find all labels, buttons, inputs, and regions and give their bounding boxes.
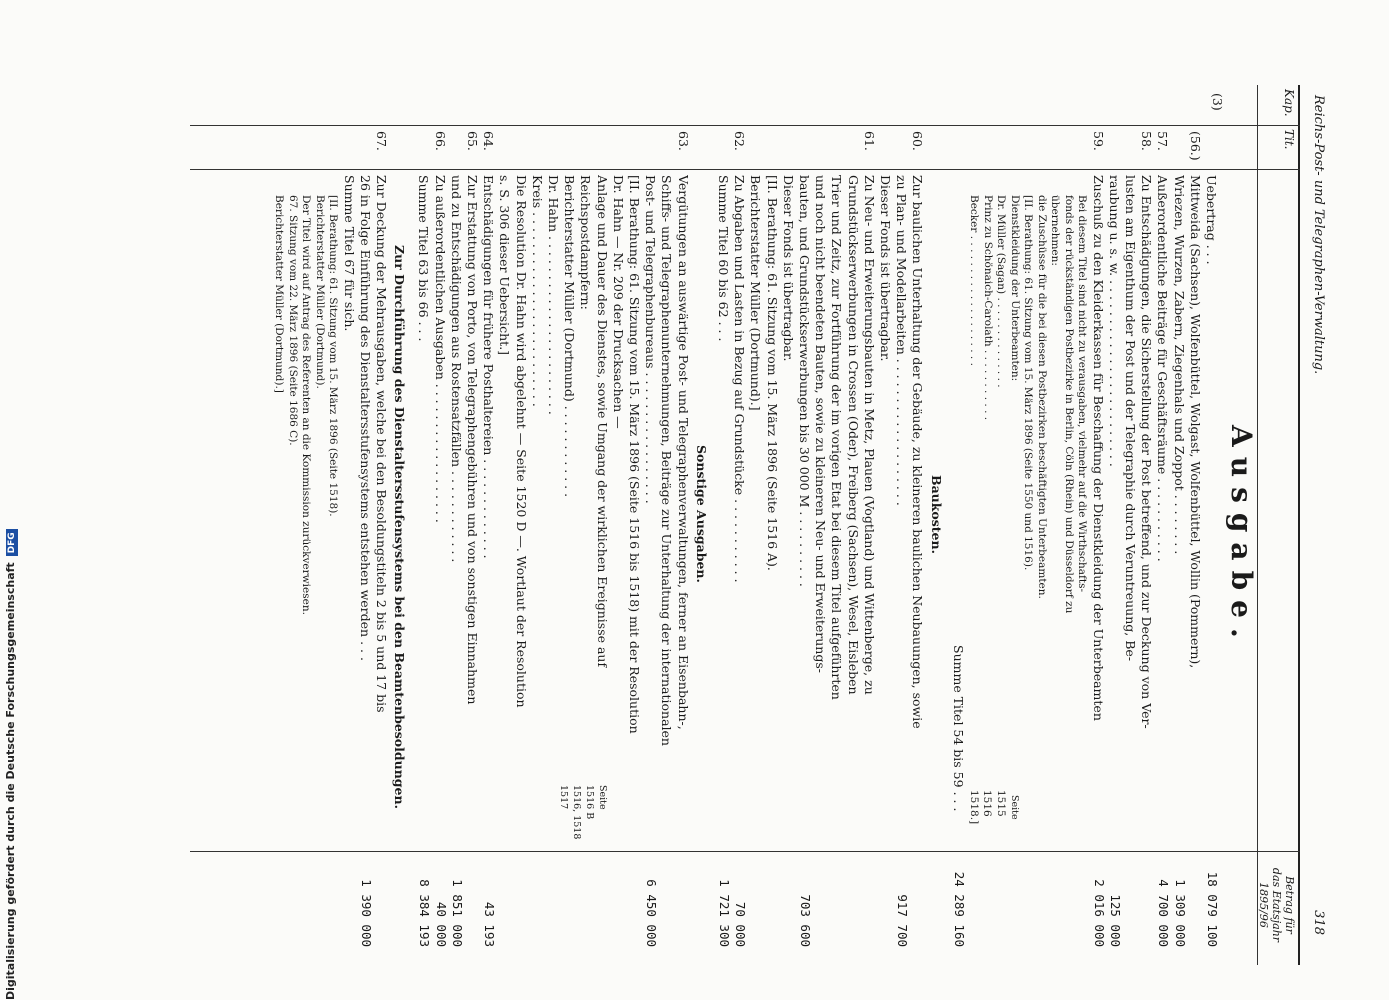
sonst-tit: 63. <box>675 131 691 151</box>
tit67-note: 67. Sitzung vom 22. März 1896 (Seite 1686 C). <box>287 195 299 446</box>
dienst-tit: 67. <box>374 131 390 151</box>
tit59-note: Prinz zu Schönaich-Carolath . . . . . . . . . . . <box>981 195 994 421</box>
bau-text: Zur baulichen Unterhaltung der Gebäude, zu kleineren baulichen Neubauungen, sowie <box>910 175 926 729</box>
tit59-seite: Seite <box>1008 795 1020 820</box>
tit59-note: Bei diesem Titel sind nicht zu verausgaben, vielmehr auf die Wirthschafts- <box>1076 195 1089 593</box>
summe-54-59: Summe Titel 54 bis 59 . . . <box>950 645 966 812</box>
tit59-page: 1515 <box>994 790 1007 817</box>
entry-text: raubung u. s. w. . . . . . . . . . . . . . . . . . . . . . . . . <box>1106 175 1122 467</box>
entry-amount: 4 700 000 <box>1156 879 1172 947</box>
tit59-note: Becker . . . . . . . . . . . . . . . . . . . . <box>968 195 981 366</box>
bau-amount: 917 700 <box>895 894 911 947</box>
sonst-text: und zu Entschädigungen aus Rostensatzfällen . . . . . . . . . . . . <box>448 175 464 563</box>
bau-text: bauten, und Grundstückserwerbungen bis 30 000 M . . . . . . . . . . <box>797 175 813 587</box>
col-tit: Tit. <box>1282 129 1296 150</box>
col-amount <box>1257 855 1296 955</box>
entry-tit: (56.) <box>1187 131 1203 161</box>
bau-amount: 703 600 <box>798 894 814 947</box>
entry-amount: 18 079 100 <box>1205 871 1220 947</box>
entry-amount: 2 016 000 <box>1091 879 1107 947</box>
tit59-page: 1518.] <box>967 790 980 825</box>
entry-text: Uebertrag . . . <box>1204 175 1219 265</box>
dienst-text: Zur Deckung der Mehrausgaben, welche bei den Besoldungstiteln 2 bis 5 und 17 bis <box>374 175 390 713</box>
sonst-text: Post- und Telegraphenbureaus . . . . . . . . . . . . . . . . . <box>643 175 659 504</box>
tit63-page: 1517 <box>557 785 569 810</box>
running-title: Reichs-Post- und Telegraphen-Verwaltung. <box>1311 95 1326 375</box>
sonst-text: Vergütungen an auswärtige Post- und Telegraphenverwaltungen, ferner an Eisenbahn-, <box>675 175 691 730</box>
bau-text: Summe Titel 60 bis 62 . . . <box>716 175 732 342</box>
bau-text: und noch nicht beendeten Bauten, sowie zu kleineren Neu- und Erweiterungs- <box>813 175 829 673</box>
sonst-tit: 64. <box>481 131 497 151</box>
bau-text: Dieser Fonds ist übertragbar. <box>878 175 894 362</box>
section-title: Ausgabe. <box>1225 425 1258 648</box>
amount-head-1: Betrag für <box>1283 876 1296 934</box>
tit63-page: 1516 B <box>583 785 595 820</box>
entry-tit: 58. <box>1139 131 1155 151</box>
tit59-note: [II. Berathung: 61. Sitzung vom 15. März 1896 (Seite 1550 und 1516). <box>1022 195 1035 571</box>
tit63-page: 1516, 1518 <box>570 785 582 840</box>
sonst-text: Die Resolution Dr. Hahn wird abgelehnt — Seite 1520 D —. Wortlaut der Resolution <box>513 175 529 708</box>
entry-amount: 125 000 <box>1107 894 1123 947</box>
page-number: 318 <box>1311 910 1326 935</box>
sonst-text: s. S. 306 dieser Uebersicht.] <box>497 175 513 356</box>
tit59-note: Dr. Müller (Sagan) . . . . . . . . . . . . . . <box>995 195 1008 388</box>
kapitel-number: (3) <box>1210 93 1225 111</box>
bau-text: Trier und Zeitz, zur Fortführung der im vorigen Etat bei diesem Titel aufgeführten <box>829 175 845 700</box>
tit59-note: fonds der rückständigen Postbezirke in Berlin, Cöln (Rhein) und Düsseldorf zu <box>1062 195 1075 614</box>
sonst-text: Summe Titel 63 bis 66 . . . <box>416 175 432 342</box>
entry-text: Mittweida (Sachsen), Wolfenbüttel, Wolgast, Wolfenbüttel, Wollin (Pommern), <box>1187 175 1203 669</box>
sonstige-heading: Sonstige Ausgaben. <box>693 445 709 583</box>
entry-text: Wriezen, Wurzen, Zabern, Ziegenhals und Zoppot . . . . . . . . <box>1171 175 1187 555</box>
col-divider-tit <box>190 169 1300 170</box>
tit67-note: [II. Berathung: 61. Sitzung vom 15. März 1896 (Seite 1518). <box>327 195 340 517</box>
entry-text: Zuschuß zu den Kleiderkassen für Beschaffung der Dienstkleidung der Unterbeamten <box>1090 175 1106 721</box>
entry-tit: 57. <box>1155 131 1171 151</box>
digitization-credit <box>4 0 18 1000</box>
header-rule <box>1298 85 1300 965</box>
entry-tit: 59. <box>1090 131 1106 151</box>
bau-text: zu Plan- und Modellarbeiten . . . . . . . . . . . . . . . . . . . <box>894 175 910 506</box>
sonst-amount: 6 450 000 <box>644 879 660 947</box>
entry-text: lusten am Eigenthum der Post und der Telegraphie durch Veruntreuung, Be- <box>1123 175 1138 662</box>
dienst-amount: 1 390 000 <box>358 879 374 947</box>
bau-text: Zu Abgaben und Lasten in Bezug auf Grundstücke . . . . . . . . . . . <box>732 175 748 583</box>
sonst-amount: 40 000 <box>433 901 449 947</box>
tit67-note: Berichterstatter Müller (Dortmund).] <box>273 195 286 393</box>
sonst-text: Schiffs- und Telegraphenunternehmungen, Beiträge zur Unterhaltung der internationalen <box>659 175 675 746</box>
dienst-text: 26 in Folge Einführung des Dienstaltersstufensystems entstehen werden . . . <box>357 175 373 661</box>
sonst-text: Dr. Hahn . . . . . . . . . . . . . . . . . . . . . . . <box>546 175 562 415</box>
amount-head-3: 1895/96 <box>1257 882 1270 928</box>
tit67-note: Der Titel wird auf Antrag des Referenten an die Kommission zurückverwiesen. <box>300 195 313 615</box>
dienst-text: Summe Titel 67 für sich. <box>341 175 357 332</box>
col-kap: Kap. <box>1282 89 1296 117</box>
tit59-note: die Zuschüsse für die bei diesen Postbezirken beschäftigten Unterbeamten. <box>1035 195 1048 599</box>
col-divider-kap <box>190 125 1300 126</box>
sonst-text: Zur Erstattung von Porto, von Telegraphengebühren und von sonstigen Einnahmen <box>465 175 481 705</box>
bau-text: [II. Berathung: 61. Sitzung vom 15. März 1896 (Seite 1516 A). <box>764 175 780 571</box>
tit67-note: Berichterstatter Müller (Dortmund). <box>314 195 326 389</box>
rotated-sheet <box>190 85 1330 965</box>
entry-amount: 1 309 000 <box>1172 879 1188 947</box>
tit63-page: Seite <box>596 785 608 810</box>
bau-amount: 70 000 <box>733 901 749 947</box>
bau-text: Zu Neu- und Erweiterungsbauten in Metz, Plauen (Vogtland) und Wittenberge, zu <box>861 175 877 695</box>
sonst-text: Reichspostdampfern: <box>578 175 594 310</box>
sonst-amount: 1 851 000 <box>449 879 465 947</box>
sonst-text: Zu außerordentlichen Ausgaben . . . . . . . . . . . . . . . . . . <box>432 175 448 523</box>
bau-tit: 62. <box>732 131 748 151</box>
amount-head-2: das Etatsjahr <box>1270 867 1283 943</box>
sonst-text: Berichterstatter Müller (Dortmund) . . . . . . . . . . . . <box>562 175 578 498</box>
sonst-amount: 8 384 193 <box>417 879 433 947</box>
col-divider-amount <box>190 851 1300 852</box>
baukosten-heading: Baukosten. <box>928 475 944 554</box>
page-header <box>1304 95 1330 955</box>
sonst-text: [II. Berathung: 61. Sitzung vom 15. März 1896 (Seite 1516 bis 1518) mit der Resolution <box>627 175 643 734</box>
entry-text: Zu Entschädigungen, die Sicherstellung der Post betreffend, und zur Deckung von Ver- <box>1139 175 1155 729</box>
sonst-amount: 43 193 <box>482 901 498 947</box>
bau-text: Dieser Fonds ist übertragbar. <box>780 175 796 362</box>
tit59-note: Dienstkleidung der Unterbeamten: <box>1008 195 1021 382</box>
sonst-text: Kreis . . . . . . . . . . . . . . . . . . . . . . . . . <box>529 175 545 407</box>
bau-amount: 1 721 300 <box>717 879 733 947</box>
dfg-logo: DFG <box>6 529 18 556</box>
tit59-page: 1516 <box>981 790 994 817</box>
bau-tit: 60. <box>910 131 926 151</box>
sonst-text: Dr. Hahn — Nr. 209 der Drucksachen — <box>610 175 626 429</box>
bau-text: Berichterstatter Müller (Dortmund).] <box>748 175 764 411</box>
bau-text: Grundstückserwerbungen in Crossen (Oder), Freiberg (Sachsen), Wesel, Eisleben <box>845 175 861 695</box>
credit-text: Digitalisierung gefördert durch die Deutsche Forschungsgemeinschaft <box>4 562 17 1000</box>
bau-tit: 61. <box>861 131 877 151</box>
sonst-text: Anlage und Dauer des Dienstes, sowie Umgang der wirklichen Ereignisse auf <box>594 175 610 668</box>
sonst-tit: 65. <box>465 131 481 151</box>
entry-text: Außerordentliche Beiträge für Geschäftsräume . . . . . . . . . . . <box>1155 175 1171 562</box>
sonst-tit: 66. <box>432 131 448 151</box>
sonst-text: Entschädigungen für frühere Posthaltereien . . . . . . . . . . . . . <box>481 175 497 559</box>
tit59-note: übernehmen: <box>1049 195 1062 266</box>
summe-54-59-amount: 24 289 160 <box>951 871 967 947</box>
dienstalter-heading: Zur Durchführung des Dienstaltersstufensystems bei den Beamtenbesoldungen. <box>392 245 408 809</box>
